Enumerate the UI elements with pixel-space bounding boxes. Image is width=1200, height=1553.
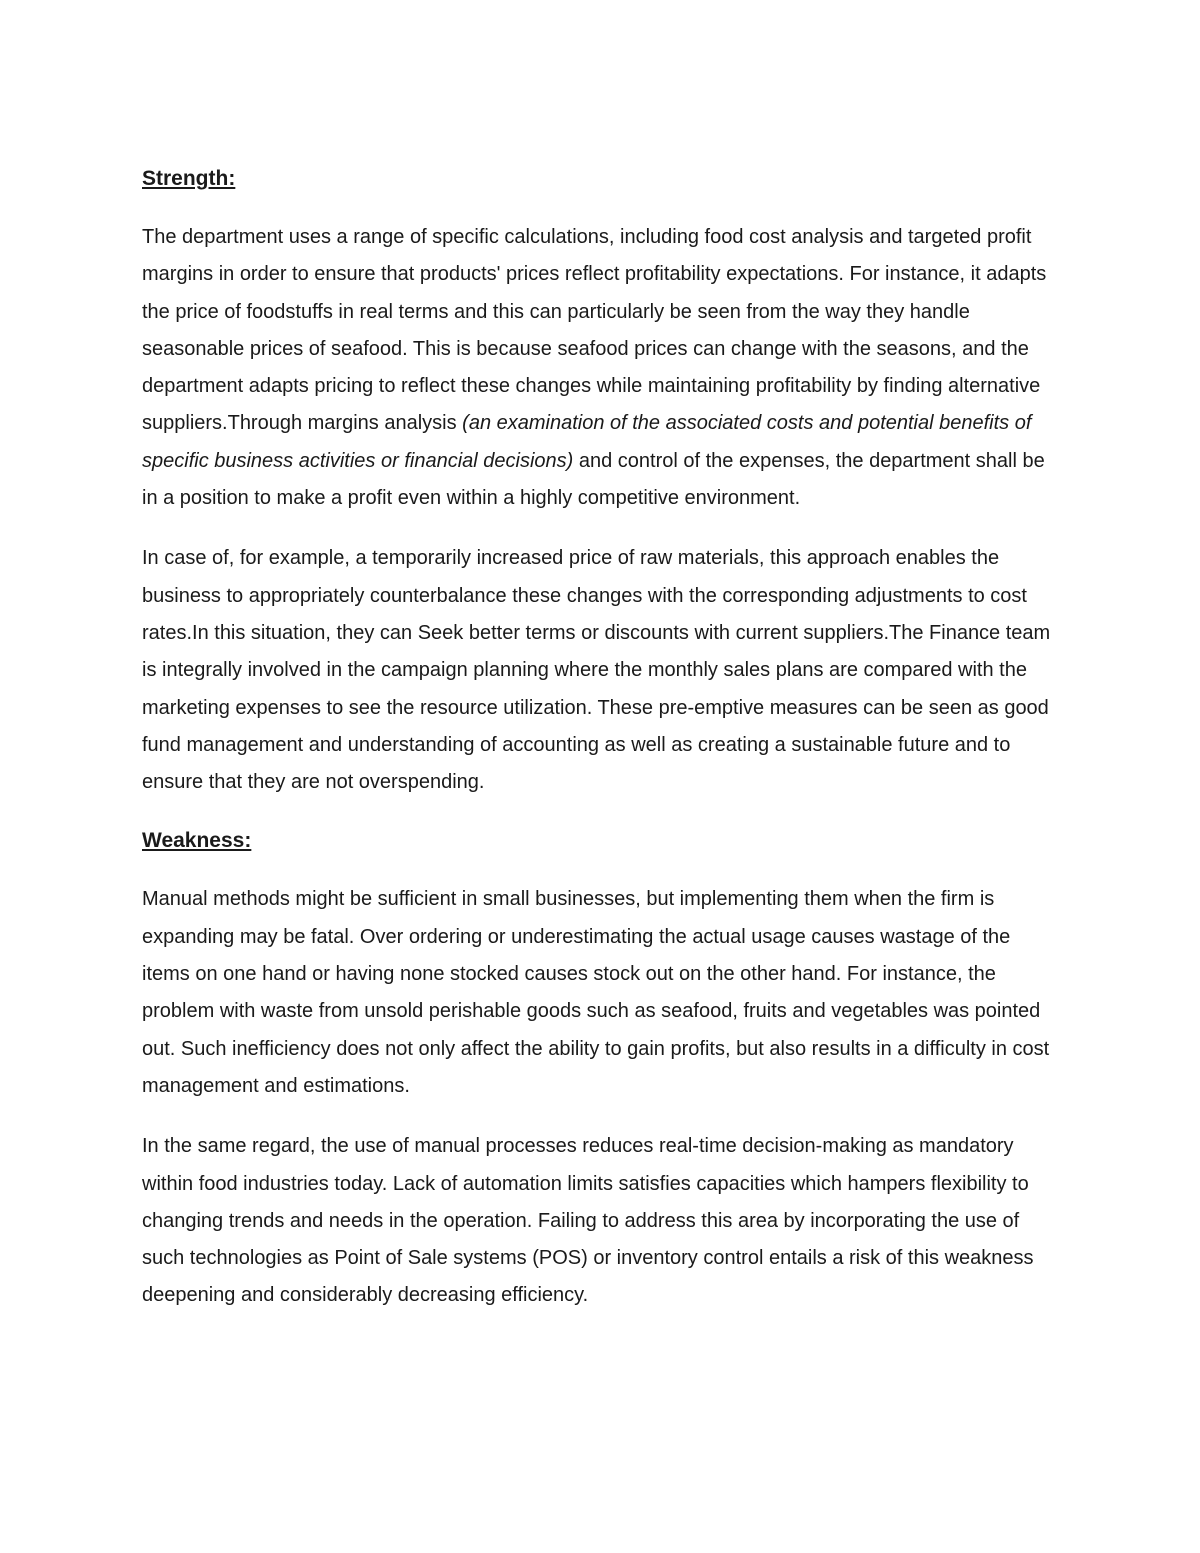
weakness-paragraph-1: Manual methods might be sufficient in small businesses, but implementing them when the firm is expanding may be fatal. Over ordering or underestimating the actual usage causes wastage of the items on one hand or having none stocked causes stock out on the other hand. For instance, the problem with waste from unsold perishable goods such as seafood, fruits and vegetables was pointed out. Such inefficiency does not only affect the ability to gain profits, but also results in a difficulty in cost management and estimations. <box>142 888 1050 1097</box>
strength-p1-italic-definition: (an examination of the associated costs and potential benefits of specific business activities or financial decisions) <box>142 412 1032 472</box>
weakness-heading: Weakness: <box>142 829 252 853</box>
strength-p1-text-b: and control of the expenses, the department shall be in a position to make a profit even within a highly competitive environment. <box>142 449 1045 510</box>
weakness-paragraph-2: In the same regard, the use of manual processes reduces real-time decision-making as mandatory within food industries today. Lack of automation limits satisfies capacities which hampers flexibility to changing trends and needs in the operation. Failing to address this area by incorporating the use of such technologies as Point of Sale systems (POS) or inventory control entails a risk of this weakness deepening and considerably decreasing efficiency. <box>142 1135 1034 1307</box>
document-page <box>142 163 1062 1315</box>
strength-heading: Strength: <box>142 167 236 190</box>
strength-paragraph-1 <box>142 219 1062 517</box>
strength-paragraph-2: In case of, for example, a temporarily increased price of raw materials, this approach enables the business to appropriately counterbalance these changes with the corresponding adjustments to cost rates.In this situation, they can Seek better terms or discounts with current suppliers.The Finance team is integrally involved in the campaign planning where the monthly sales plans are compared with the marketing expenses to see the resource utilization. These pre-emptive measures can be seen as good fund management and understanding of accounting as well as creating a sustainable future and to ensure that they are not overspending. <box>142 547 1051 794</box>
strength-p1-text-a: The department uses a range of specific calculations, including food cost analysis and targeted profit margins in order to ensure that products' prices reflect profitability expectations. For instance, it adapts the price of foodstuffs in real terms and this can particularly be seen from the way they handle seasonable prices of seafood. This is because seafood prices can change with the seasons, and the department adapts pricing to reflect these changes while maintaining profitability by finding alternative suppliers.Through margins analysis <box>142 226 1047 435</box>
